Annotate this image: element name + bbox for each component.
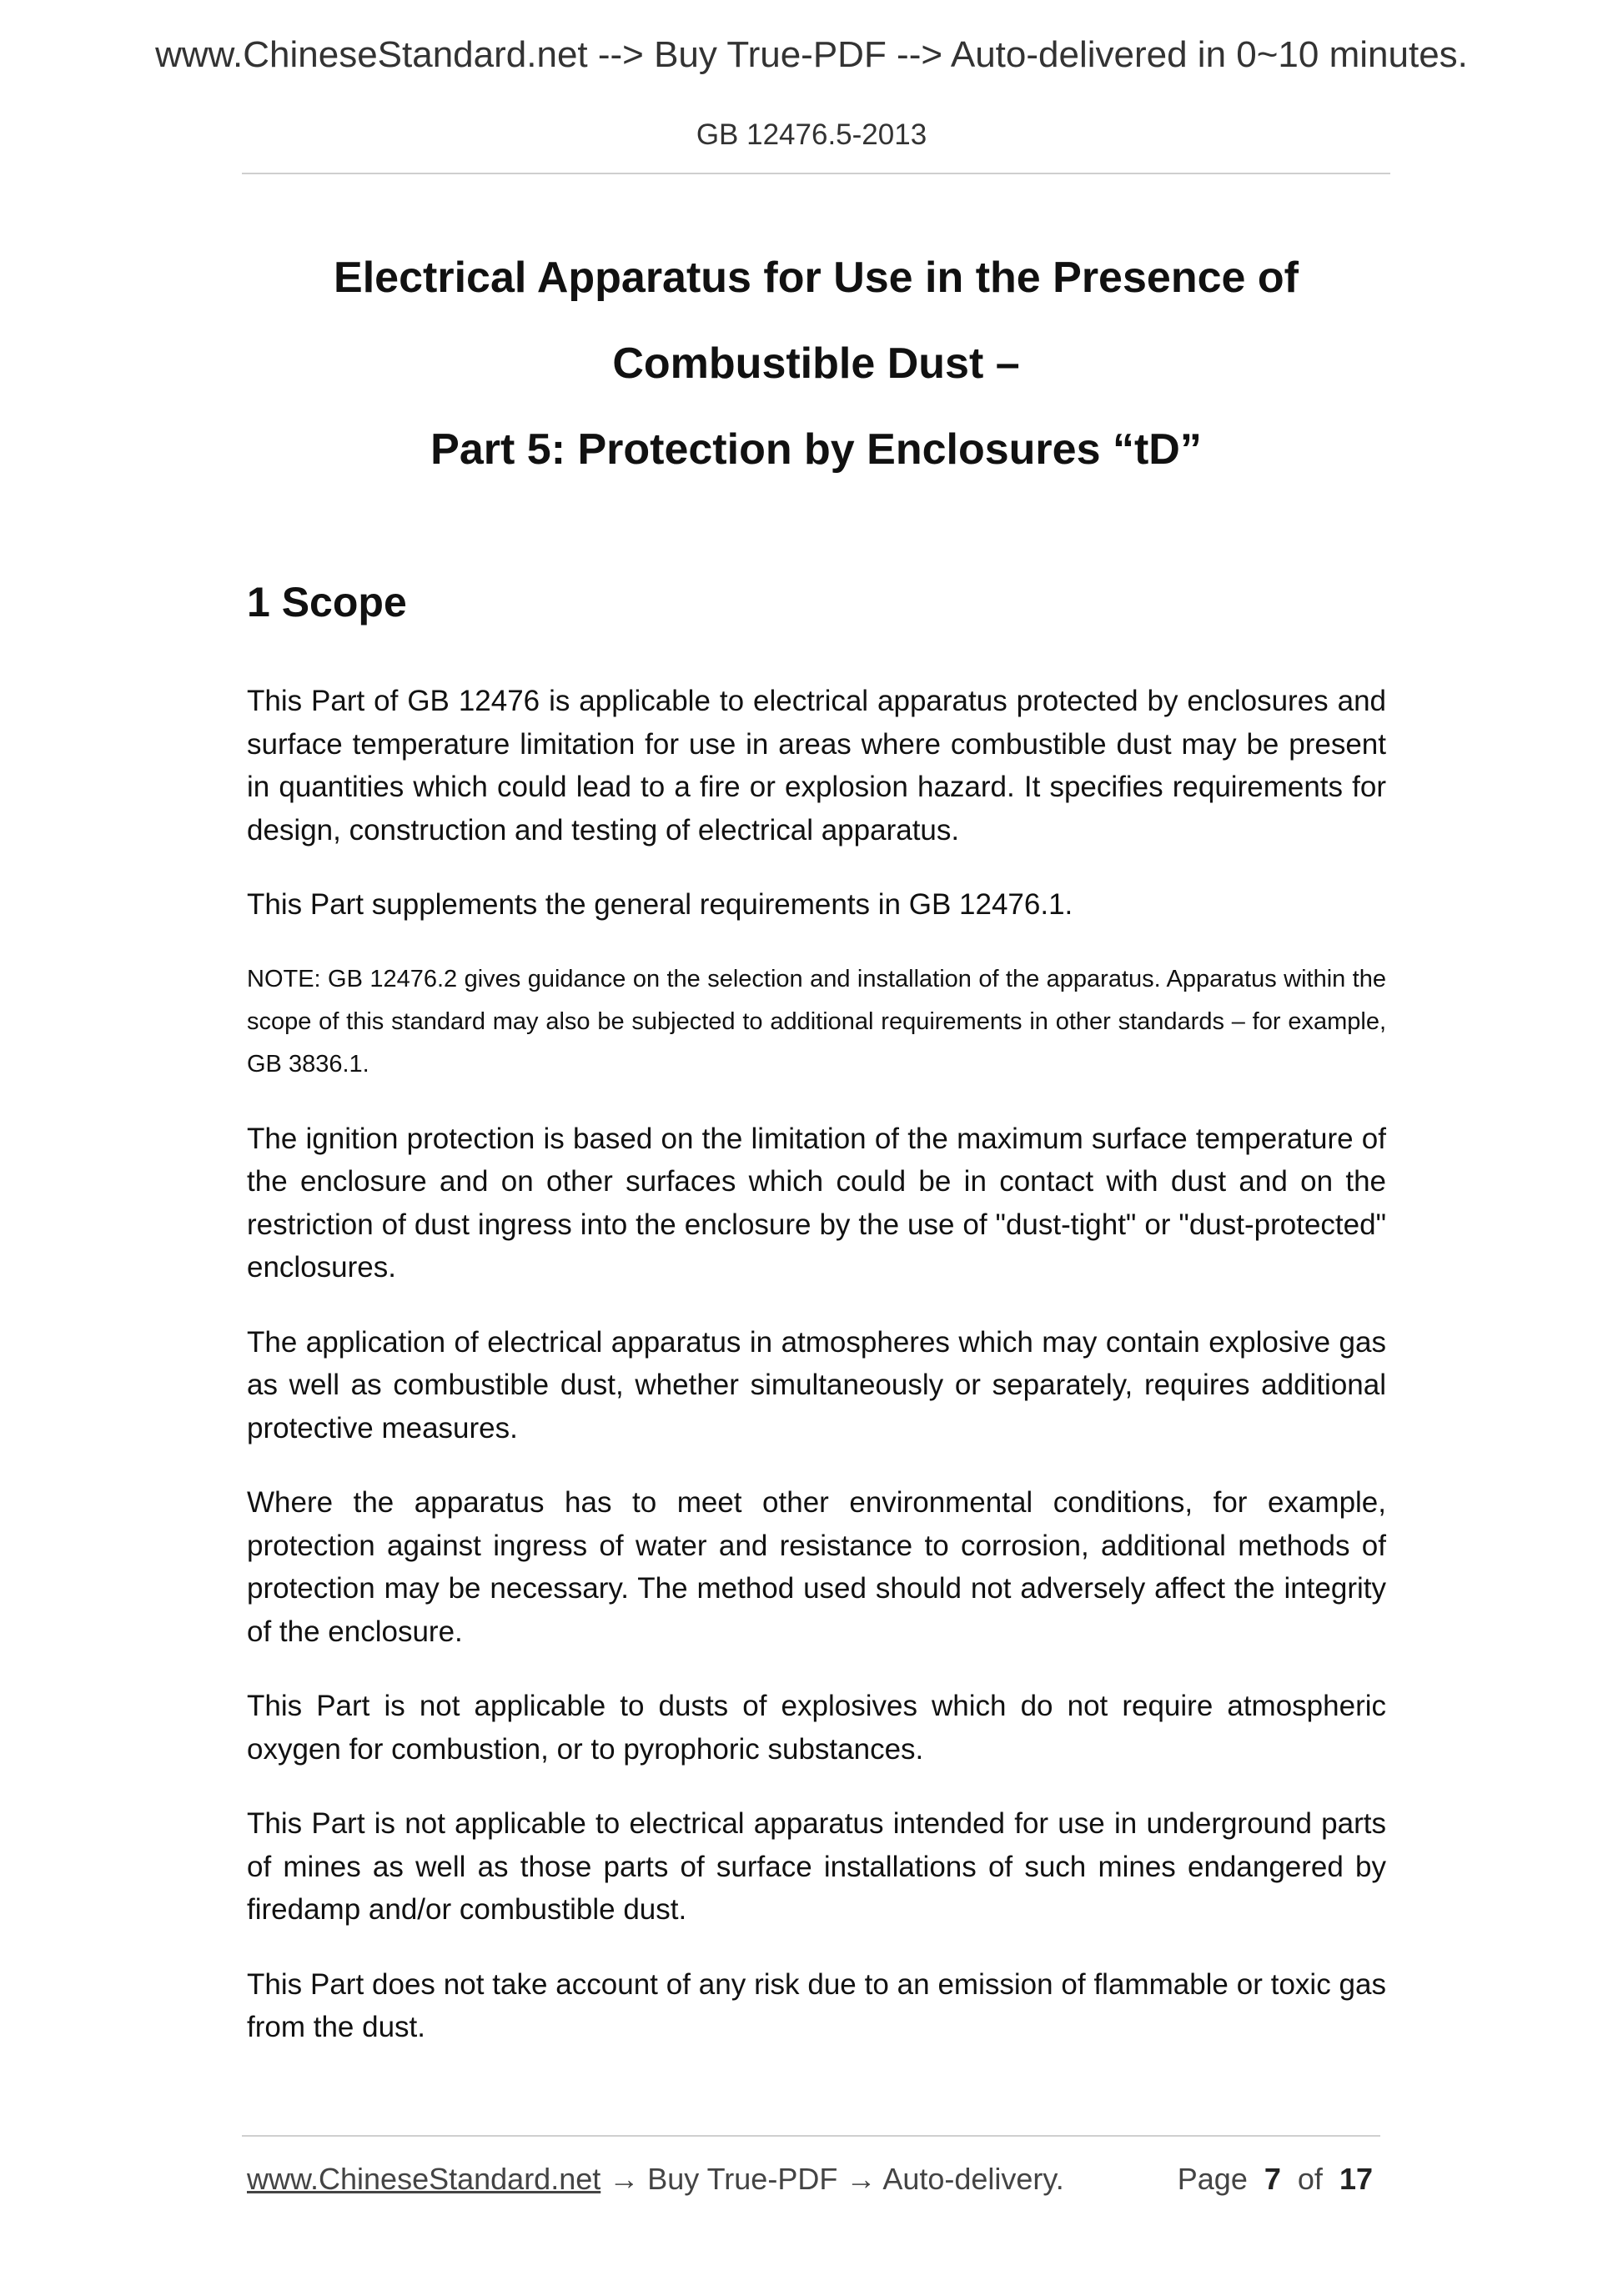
paragraph-3: The ignition protection is based on the limitation of the maximum surface temperature of the enclosure and on other surfaces which could be in contact with dust and on the restriction of dust ingress into the enclosure by the use of "dust-tight" or "dust-protected" enclosures. bbox=[247, 1122, 1386, 1284]
title-line-3: Part 5: Protection by Enclosures “tD” bbox=[430, 425, 1202, 474]
standard-code: GB 12476.5-2013 bbox=[696, 118, 927, 151]
paragraph-4: The application of electrical apparatus in atmospheres which may contain explosive gas as well as combustible dust, whether simultaneously or separately, requires additional protective measures. bbox=[247, 1325, 1386, 1444]
paragraph-5: Where the apparatus has to meet other environmental conditions, for example, protection against ingress of water and resistance to corrosion, additional methods of protection may be necessary. The method used should not adversely affect the integrity of the enclosure. bbox=[247, 1486, 1386, 1648]
page-number: 7 bbox=[1264, 2162, 1281, 2196]
paragraph-1: This Part of GB 12476 is applicable to electrical apparatus protected by enclosures and surface temperature limitation for use in areas where combustible dust may be present in quantities which could lead to a fire or explosion hazard. It specifies requirements for design, construction and testing of electrical apparatus. bbox=[247, 685, 1386, 847]
title-line-2: Combustible Dust – bbox=[612, 339, 1020, 388]
page-label: Page bbox=[1177, 2162, 1248, 2196]
paragraph-7: This Part is not applicable to electrical apparatus intended for use in underground parts of mines as well as those parts of surface installations of such mines endangered by firedamp and/or combustible dust. bbox=[247, 1807, 1386, 1926]
site-banner: www.ChineseStandard.net --> Buy True-PDF --> Auto-delivered in 0~10 minutes. bbox=[155, 34, 1468, 75]
page-footer bbox=[247, 2156, 1381, 2203]
note: NOTE: GB 12476.2 gives guidance on the selection and installation of the apparatus. Apparatus within the scope of this standard may also be subjected to additional requirements in other standards – for example, GB 3836.1. bbox=[247, 965, 1386, 1078]
total-pages: 17 bbox=[1339, 2162, 1373, 2196]
header-divider bbox=[242, 173, 1390, 174]
section-body bbox=[247, 680, 1386, 2081]
section-heading: 1 Scope bbox=[247, 579, 407, 625]
of-label: of bbox=[1297, 2162, 1323, 2196]
footer-divider bbox=[242, 2135, 1380, 2137]
title-line-1: Electrical Apparatus for Use in the Presence of bbox=[334, 254, 1299, 302]
paragraph-8: This Part does not take account of any risk due to an emission of flammable or toxic gas from the dust. bbox=[247, 1967, 1386, 2043]
document-title bbox=[242, 235, 1390, 493]
paragraph-6: This Part is not applicable to dusts of explosives which do not require atmospheric oxygen for combustion, or to pyrophoric substances. bbox=[247, 1690, 1386, 1766]
page-indicator bbox=[1178, 2156, 1373, 2203]
footer-tagline: → Buy True-PDF → Auto-delivery. bbox=[600, 2162, 1064, 2196]
footer-site-link[interactable]: www.ChineseStandard.net bbox=[247, 2162, 601, 2196]
paragraph-2: This Part supplements the general requirements in GB 12476.1. bbox=[247, 888, 1073, 921]
